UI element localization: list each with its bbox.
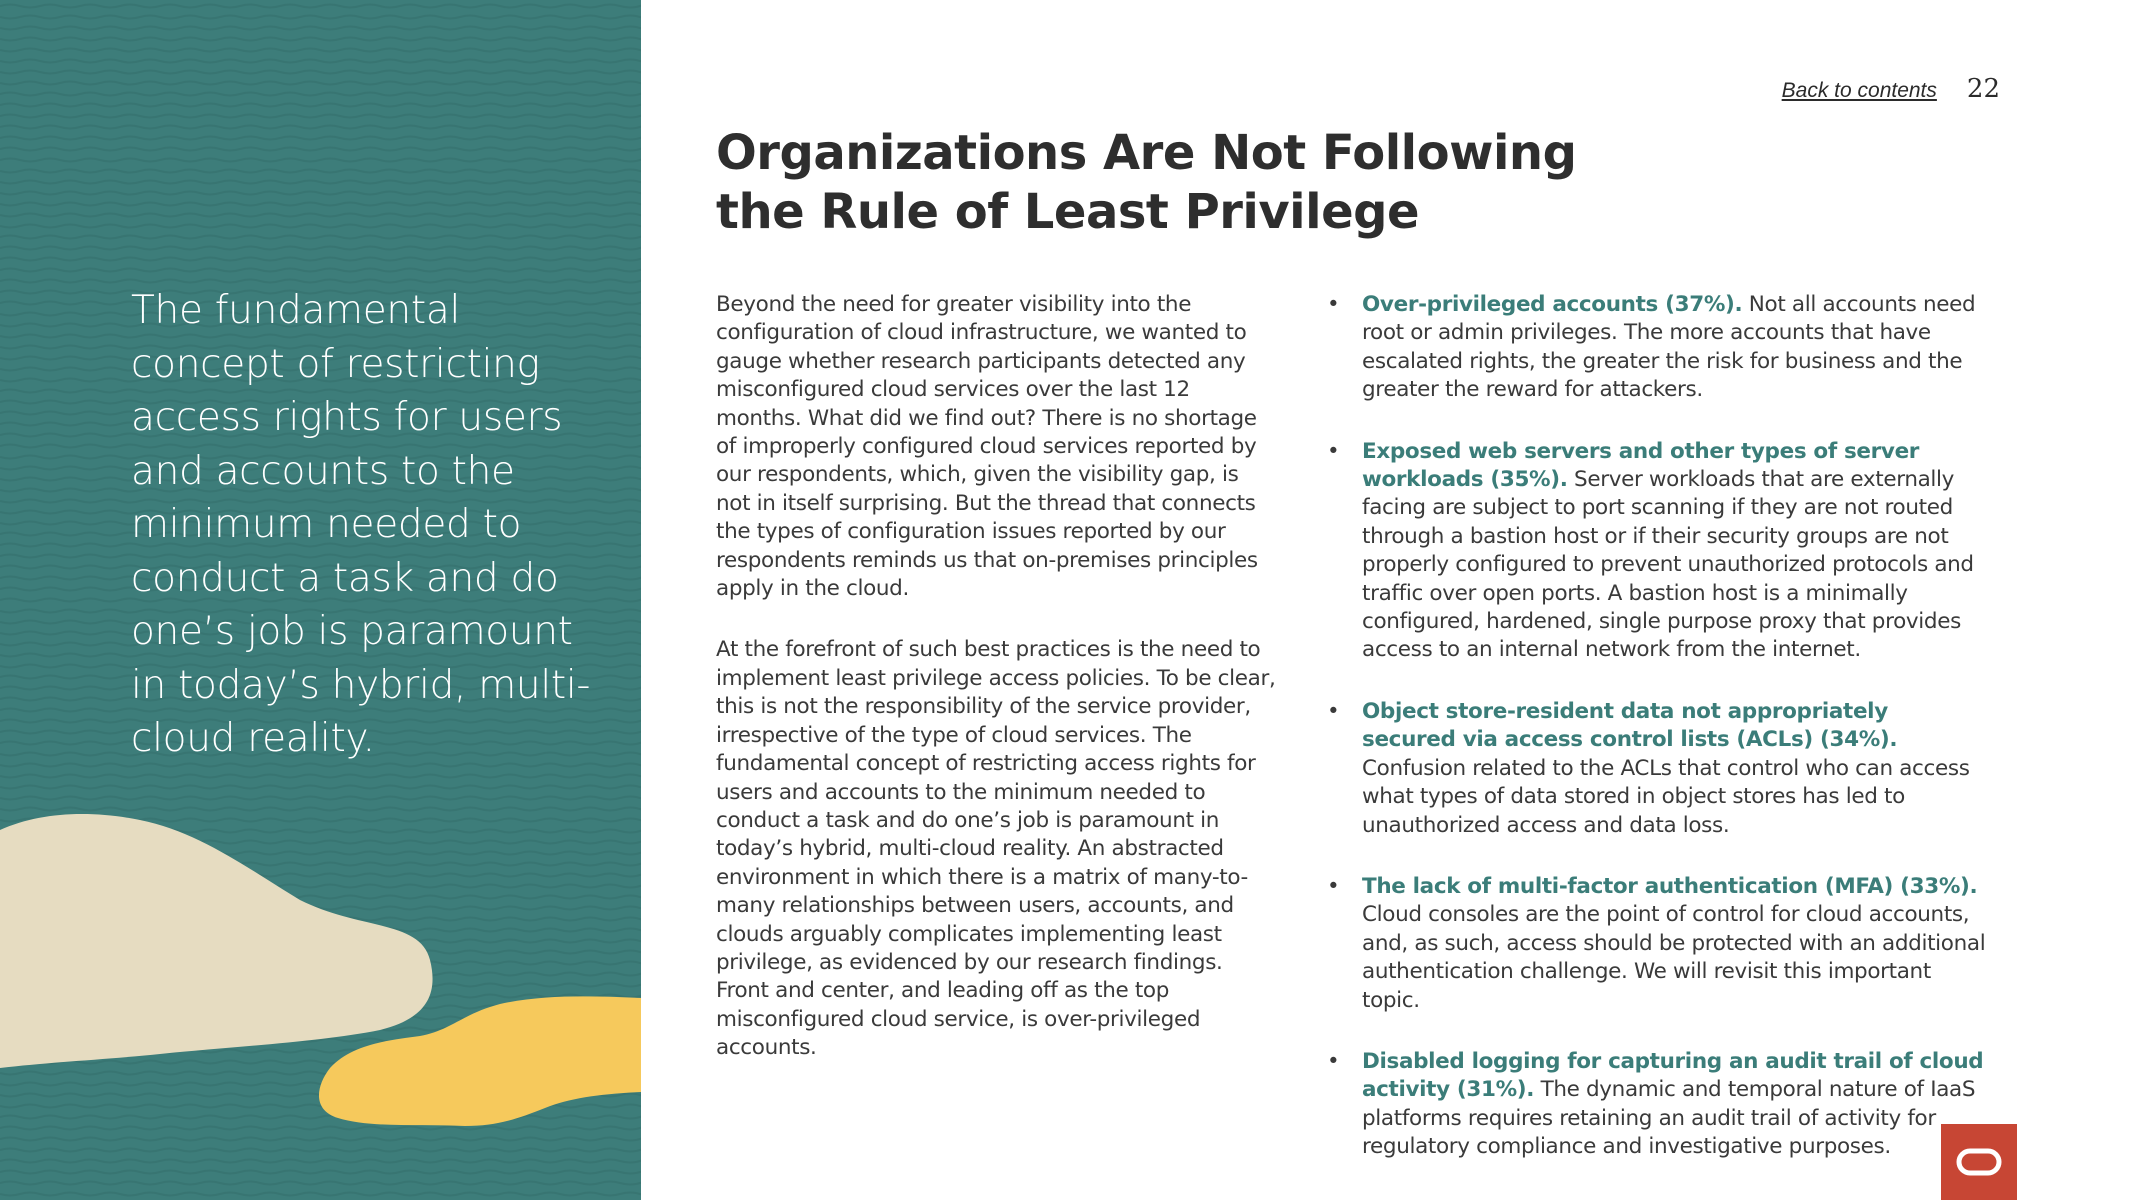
page-title	[716, 124, 1616, 242]
finding-item	[1327, 698, 1987, 840]
body-paragraph: At the forefront of such best practices is the need to implement least privilege access policies. To be clear, this is not the responsibility of the service provider, irrespective of the type of cloud services. The fundamental concept of restricting access rights for users and accounts to the minimum needed to conduct a task and do one’s job is paramount in today’s hybrid, multi-cloud reality. An abstracted environment in which there is a matrix of many-to-many relationships between users, accounts, and clouds arguably complicates implementing least privilege, as evidenced by our research findings. Front and center, and leading off as the top misconfigured cloud service, is over-privileged accounts.	[716, 637, 1276, 1061]
finding-item	[1327, 873, 1987, 1015]
finding-item	[1327, 291, 1987, 405]
finding-body: Confusion related to the ACLs that control who can access what types of data stored in object stores has led to unauthorized access and data loss.	[1362, 755, 1970, 838]
page-title-line-2: the Rule of Least Privilege	[716, 184, 1420, 240]
finding-body: Cloud consoles are the point of control for cloud accounts, and, as such, access should be protected with an additional authentication challenge. We will revisit this important topic.	[1362, 902, 1986, 1013]
bullet-icon: •	[1327, 438, 1340, 464]
finding-heading: Exposed web servers and other types of server workloads (35%).	[1362, 438, 1920, 493]
page-number: 22	[1966, 74, 2000, 104]
logo-ring-icon	[1956, 1148, 2002, 1176]
finding-item	[1327, 438, 1987, 665]
body-paragraph: Beyond the need for greater visibility into the configuration of cloud infrastructure, we wanted to gauge whether research participants detected any misconfigured cloud services over the last 12 months. What did we find out? There is no shortage of improperly configured cloud services reported by our respondents, which, given the visibility gap, is not in itself surprising. But the thread that connects the types of configuration issues reported by our respondents reminds us that on-premises principles apply in the cloud.	[716, 292, 1258, 602]
finding-list	[1327, 291, 1987, 1162]
bullet-icon: •	[1327, 292, 1340, 317]
page-title-line-1: Organizations Are Not Following	[716, 125, 1577, 181]
finding-heading: Over-privileged accounts (37%).	[1362, 292, 1743, 317]
finding-heading: The lack of multi-factor authentication (MFA) (33%).	[1362, 873, 1978, 899]
pull-quote: The fundamental concept of restricting access rights for users and accounts to the minimum needed to conduct a task and do one’s job is paramount in today’s hybrid, multi-cloud reality.	[131, 288, 591, 761]
back-to-contents-link[interactable]: Back to contents	[1781, 79, 1937, 102]
finding-body: Not all accounts need root or admin privileges. The more accounts that have escalated rights, the greater the risk for business and the greater the reward for attackers.	[1362, 292, 1976, 403]
finding-item	[1327, 1048, 1987, 1162]
bullet-icon: •	[1327, 1048, 1340, 1074]
finding-body: Server workloads that are externally facing are subject to port scanning if they are not routed through a bastion host or if their security groups are not properly configured to prevent unauthorized protocols and traffic over open ports. A bastion host is a minimally configured, hardened, single purpose proxy that provides access to an internal network from the internet.	[1362, 467, 1974, 663]
bullet-icon: •	[1327, 873, 1340, 899]
sidebar-panel	[0, 0, 641, 1200]
body-column-left	[716, 291, 1278, 1096]
oracle-logo-icon[interactable]	[1941, 1124, 2017, 1200]
finding-heading: Disabled logging for capturing an audit trail of cloud activity (31%).	[1362, 1048, 1984, 1103]
sand-blob	[0, 814, 433, 1068]
top-bar	[1782, 74, 2000, 104]
body-column-right	[1327, 291, 1987, 1195]
finding-body: The dynamic and temporal nature of IaaS platforms requires retaining an audit trail of activity for regulatory compliance and investigative purposes.	[1362, 1077, 1976, 1160]
finding-heading: Object store-resident data not appropriately secured via access control lists (ACLs) (34%).	[1362, 698, 1898, 753]
bullet-icon: •	[1327, 698, 1340, 724]
